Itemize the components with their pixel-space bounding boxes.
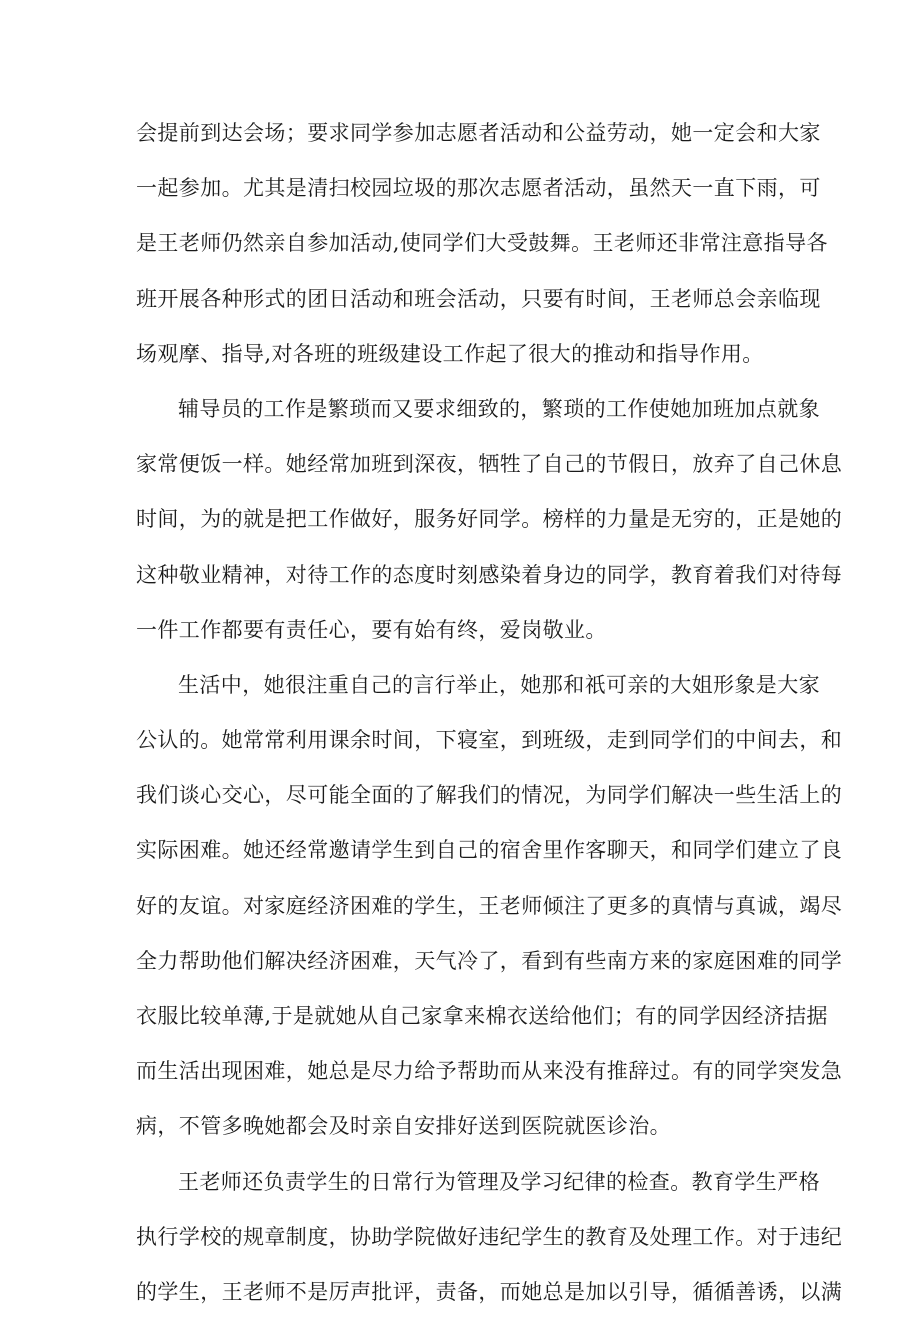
paragraph [136,1155,843,1320]
text-line: 家常便饭一样。她经常加班到深夜，牺牲了自己的节假日，放弃了自己休息 [136,452,843,477]
text-line: 辅导员的工作是繁琐而又要求细致的，繁琐的工作使她加班加点就象 [178,396,820,421]
text-line: 好的友谊。对家庭经济困难的学生，王老师倾注了更多的真情与真诚，竭尽 [136,893,843,918]
text-line: 生活中，她很注重自己的言行举止，她那和祇可亲的大姐形象是大家 [178,672,820,697]
text-line: 而生活出现困难，她总是尽力给予帮助而从来没有推辞过。有的同学突发急 [136,1059,843,1084]
text-line: 公认的。她常常利用课余时间，下寝室，到班级，走到同学们的中间去，和 [136,728,843,753]
text-line: 一件工作都要有责任心，要有始有终，爱岗敬业。 [136,617,607,642]
paragraph [136,382,843,658]
paragraph [136,106,828,382]
text-line: 衣服比较单薄,于是就她从自己家拿来棉衣送给他们；有的同学因经济拮据 [136,1004,828,1028]
text-line: 一起参加。尤其是清扫校园垃圾的那次志愿者活动，虽然天一直下雨，可 [136,176,821,201]
text-line: 是王老师仍然亲自参加活动,使同学们大受鼓舞。王老师还非常注意指导各 [136,231,828,256]
text-line: 的学生，王老师不是厉声批评，责备，而她总是加以引导，循循善诱，以满 [136,1279,843,1304]
text-line: 会提前到达会场；要求同学参加志愿者活动和公益劳动，她一定会和大家 [136,121,821,145]
text-line: 执行学校的规章制度，协助学院做好违纪学生的教育及处理工作。对于违纪 [136,1224,843,1249]
text-line: 病，不管多晚她都会及时亲自安排好送到医院就医诊治。 [136,1114,671,1139]
paragraph [136,658,843,1155]
text-line: 时间，为的就是把工作做好，服务好同学。榜样的力量是无穷的，正是她的 [136,507,843,532]
text-line: 实际困难。她还经常邀请学生到自己的宿舍里作客聊天，和同学们建立了良 [136,838,843,863]
text-line: 班开展各种形式的团日活动和班会活动，只要有时间，王老师总会亲临现 [136,286,821,311]
text-line: 场观摩、指导,对各班的班级建设工作起了很大的推动和指导作用。 [136,341,764,366]
text-line: 王老师还负责学生的日常行为管理及学习纪律的检查。教育学生严格 [178,1169,820,1194]
text-line: 这种敬业精神，对待工作的态度时刻感染着身边的同学，教育着我们对待每 [136,562,843,587]
text-line: 我们谈心交心，尽可能全面的了解我们的情况，为同学们解决一些生活上的 [136,783,843,808]
text-line: 全力帮助他们解决经济困难，天气冷了，看到有些南方来的家庭困难的同学 [136,948,843,973]
document-body [136,106,843,1320]
